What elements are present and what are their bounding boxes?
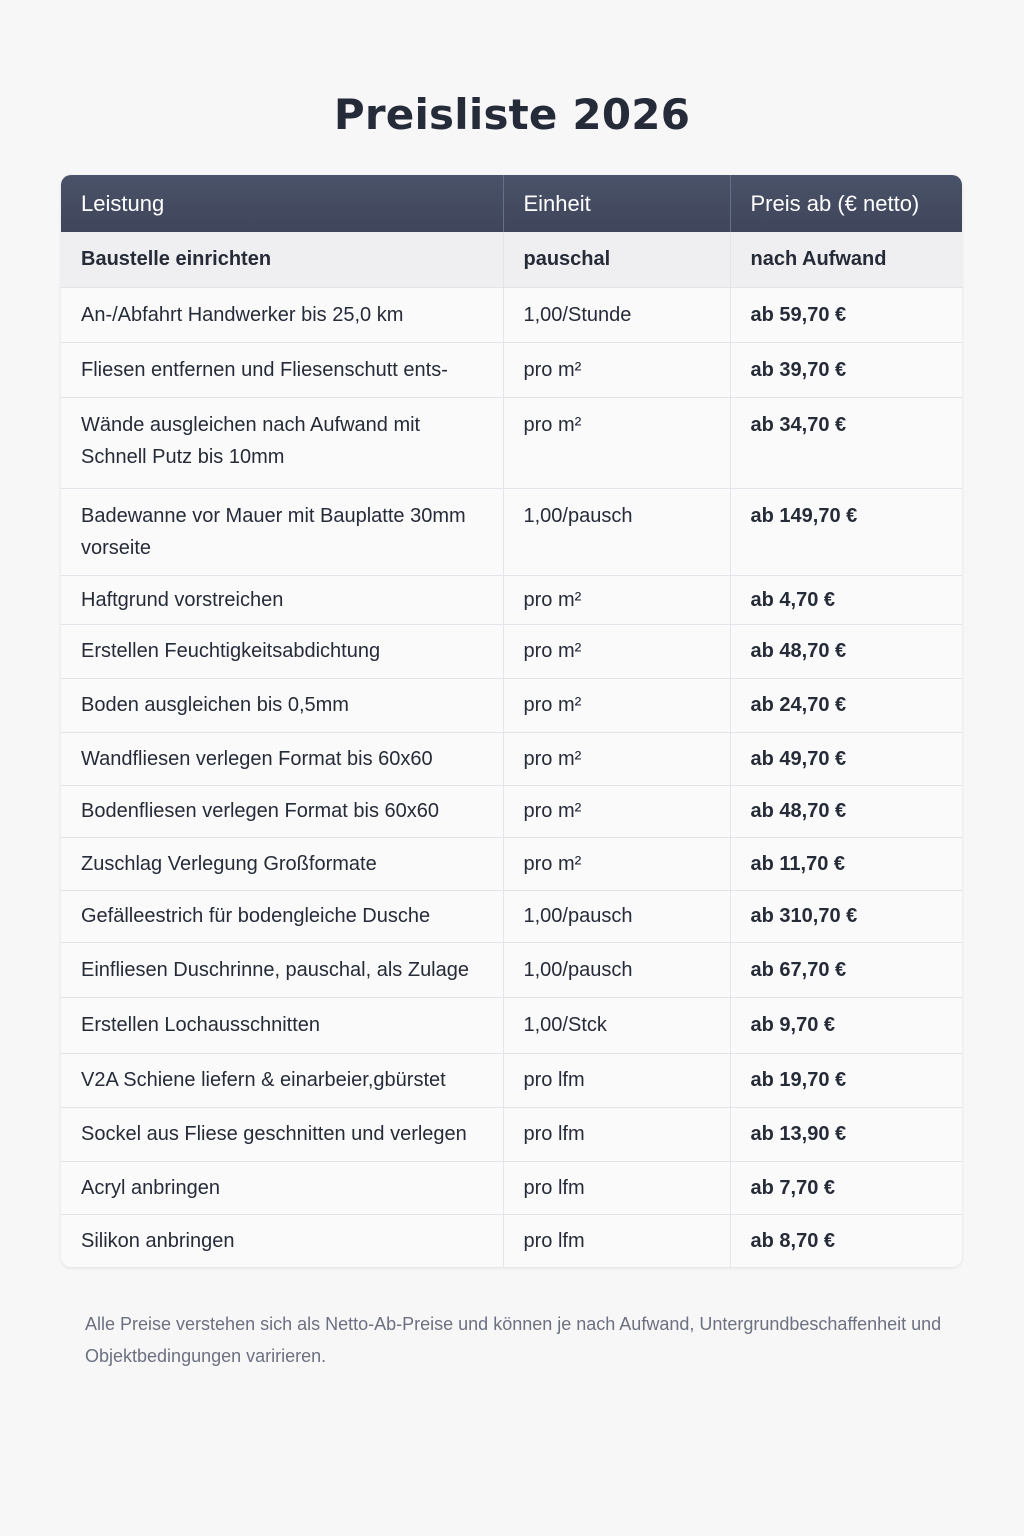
preis-cell: ab 13,90 €	[730, 1107, 962, 1161]
preis-cell: ab 19,70 €	[730, 1053, 962, 1107]
table-row	[61, 997, 962, 1053]
preis-cell: ab 7,70 €	[730, 1161, 962, 1214]
table-row	[61, 287, 962, 342]
table-row	[61, 1161, 962, 1214]
einheit-cell: pro lfm	[503, 1214, 730, 1267]
leistung-cell: Wandfliesen verlegen Format bis 60x60	[61, 732, 503, 785]
preis-cell: ab 310,70 €	[730, 890, 962, 942]
preis-cell: ab 24,70 €	[730, 678, 962, 732]
preis-cell: ab 8,70 €	[730, 1214, 962, 1267]
preis-cell: ab 67,70 €	[730, 942, 962, 997]
einheit-cell: pro lfm	[503, 1053, 730, 1107]
leistung-cell: Gefälleestrich für bodengleiche Dusche	[61, 890, 503, 942]
table-row	[61, 890, 962, 942]
einheit-cell: pro m²	[503, 397, 730, 488]
einheit-cell: pro m²	[503, 732, 730, 785]
einheit-cell: pro lfm	[503, 1161, 730, 1214]
table-row	[61, 342, 962, 397]
einheit-cell: 1,00/pausch	[503, 488, 730, 575]
table-row	[61, 575, 962, 624]
preis-cell: ab 48,70 €	[730, 624, 962, 678]
column-header-leistung: Leistung	[61, 175, 503, 232]
table-header-row	[61, 175, 962, 232]
preis-cell: ab 149,70 €	[730, 488, 962, 575]
leistung-cell: Fliesen entfernen und Fliesenschutt ents-	[61, 342, 503, 397]
einheit-cell: pro m²	[503, 575, 730, 624]
preis-cell: ab 48,70 €	[730, 785, 962, 837]
leistung-cell: V2A Schiene liefern & einarbeier,gbürstet	[61, 1053, 503, 1107]
leistung-cell: Erstellen Lochausschnitten	[61, 997, 503, 1053]
table-row	[61, 397, 962, 488]
einheit-cell: pro m²	[503, 837, 730, 890]
preis-cell: ab 39,70 €	[730, 342, 962, 397]
leistung-cell: Sockel aus Fliese geschnitten und verlegen	[61, 1107, 503, 1161]
einheit-cell: pro lfm	[503, 1107, 730, 1161]
page-title: Preisliste 2026	[333, 90, 691, 140]
table-row	[61, 1107, 962, 1161]
leistung-cell: Boden ausgleichen bis 0,5mm	[61, 678, 503, 732]
price-table	[61, 175, 962, 1267]
leistung-cell: An-/Abfahrt Handwerker bis 25,0 km	[61, 287, 503, 342]
table-row	[61, 837, 962, 890]
column-header-preis: Preis ab (€ netto)	[750, 190, 920, 216]
footnote: Alle Preise verstehen sich als Netto-Ab-Preise und können je nach Aufwand, Untergrundbeschaffenheit und Objektbedingungen varirieren.	[85, 1314, 942, 1366]
einheit-cell: 1,00/pausch	[503, 942, 730, 997]
preis-cell: ab 9,70 €	[730, 997, 962, 1053]
leistung-cell: Bodenfliesen verlegen Format bis 60x60	[61, 785, 503, 837]
einheit-cell: pauschal	[503, 232, 730, 287]
leistung-cell: Silikon anbringen	[61, 1214, 503, 1267]
preis-cell: ab 11,70 €	[730, 837, 962, 890]
preis-cell: ab 4,70 €	[730, 575, 962, 624]
einheit-cell: pro m²	[503, 785, 730, 837]
table-row	[61, 678, 962, 732]
table-row	[61, 1053, 962, 1107]
preis-cell: ab 59,70 €	[730, 287, 962, 342]
table-row	[61, 785, 962, 837]
leistung-cell: Acryl anbringen	[61, 1161, 503, 1214]
leistung-cell: Zuschlag Verlegung Großformate	[61, 837, 503, 890]
preis-cell: ab 49,70 €	[730, 732, 962, 785]
leistung-cell: Badewanne vor Mauer mit Bauplatte 30mm vorseite	[61, 488, 503, 575]
table-row	[61, 732, 962, 785]
einheit-cell: 1,00/pausch	[503, 890, 730, 942]
table-row	[61, 1214, 962, 1267]
leistung-cell: Einfliesen Duschrinne, pauschal, als Zulage	[61, 942, 503, 997]
einheit-cell: pro m²	[503, 624, 730, 678]
einheit-cell: 1,00/Stck	[503, 997, 730, 1053]
einheit-cell: pro m²	[503, 678, 730, 732]
table-row	[61, 624, 962, 678]
column-header-einheit: Einheit	[503, 175, 730, 232]
table-row	[61, 942, 962, 997]
leistung-cell: Baustelle einrichten	[61, 232, 503, 287]
leistung-cell: Erstellen Feuchtigkeitsabdichtung	[61, 624, 503, 678]
leistung-cell: Wände ausgleichen nach Aufwand mit Schnell Putz bis 10mm	[61, 397, 503, 488]
einheit-cell: 1,00/Stunde	[503, 287, 730, 342]
table-row	[61, 488, 962, 575]
leistung-cell: Haftgrund vorstreichen	[61, 575, 503, 624]
preis-cell: nach Aufwand	[730, 232, 962, 287]
einheit-cell: pro m²	[503, 342, 730, 397]
table-row	[61, 232, 962, 287]
preis-cell: ab 34,70 €	[730, 397, 962, 488]
